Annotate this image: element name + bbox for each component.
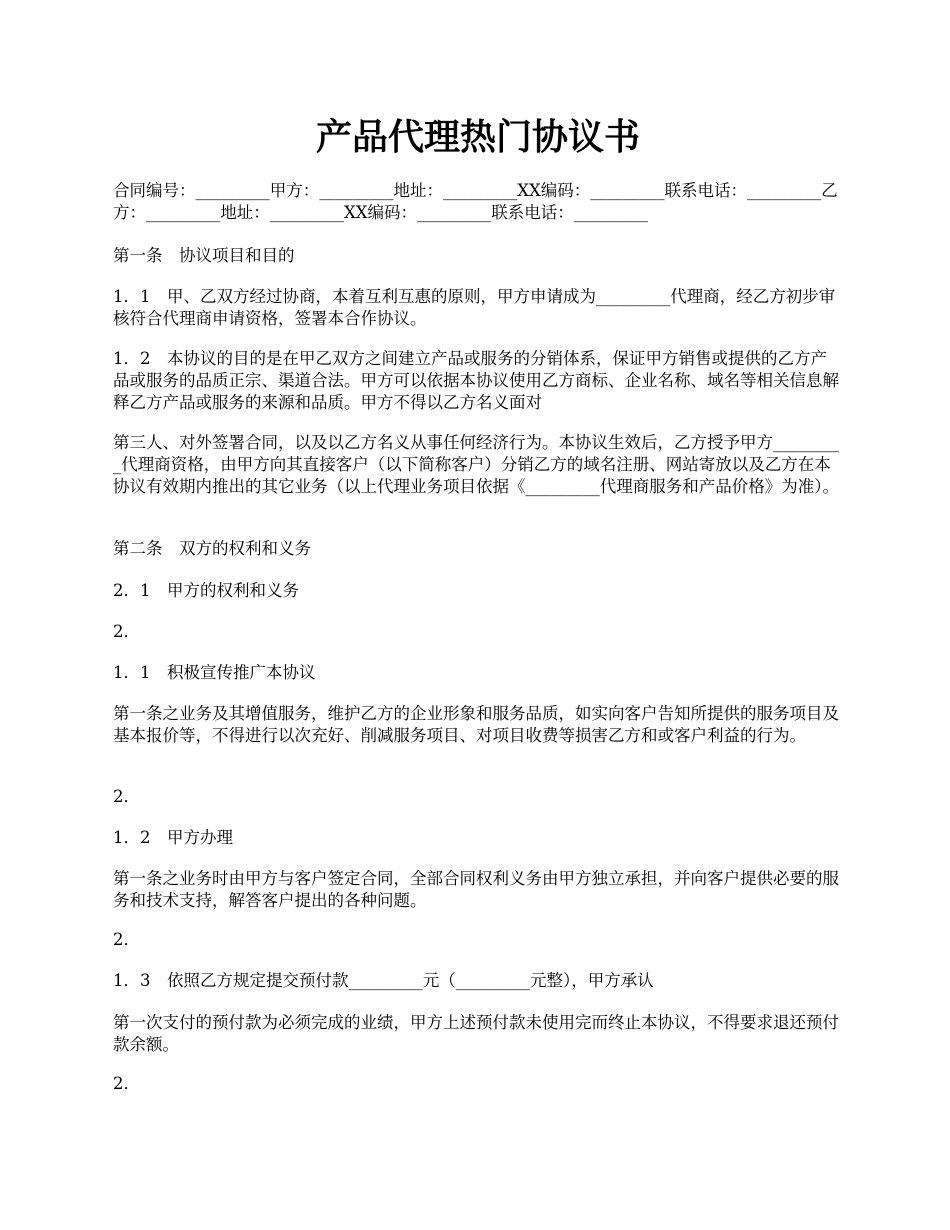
clause-1-2-continued: 第三人、对外签署合同，以及以乙方名义从事任何经济行为。本协议生效后，乙方授予甲方_________代理商资格，由甲方向其直接客户（以下简称客户）分销乙方的域名注册、网站寄放以及乙方在本协议有效期内推出的其它业务（以上代理业务项目依据《_________代理商服务和产品价格》为准）。 [113, 433, 839, 496]
prepayment-paragraph: 第一次支付的预付款为必须完成的业绩，甲方上述预付款未使用完而终止本协议，不得要求退还预付款余额。 [113, 1013, 839, 1054]
article-2-heading: 第二条 双方的权利和义务 [113, 539, 311, 558]
clause-1-3-prepayment: 1．3 依照乙方规定提交预付款_________元（_________元整），甲方承认 [113, 971, 654, 990]
clause-1-1: 1．1 甲、乙双方经过协商，本着互利互惠的原则，甲方申请成为_________代理商，经乙方初步审核符合代理商申请资格，签署本合作协议。 [113, 287, 836, 328]
document-title: 产品代理热门协议书 [315, 116, 640, 158]
clause-number-fragment: 2． [113, 1074, 140, 1093]
clause-1-1-promotion: 1．1 积极宣传推广本协议 [113, 663, 316, 682]
contract-header-fields: 合同编号：_________甲方：_________地址：_________XX编码：_________联系电话：_________乙方：_________地址：_________XX编码：_________联系电话：_________ [113, 181, 838, 222]
clause-number-fragment: 2． [113, 787, 140, 806]
clause-number-fragment: 2． [113, 930, 140, 949]
clause-number-fragment: 2． [113, 622, 140, 641]
article-1-heading: 第一条 协议项目和目的 [113, 246, 295, 265]
clause-1-2: 1．2 本协议的目的是在甲乙双方之间建立产品或服务的分销体系，保证甲方销售或提供的乙方产品或服务的品质正宗、渠道合法。甲方可以依据本协议使用乙方商标、企业名称、域名等相关信息解释乙方产品或服务的来源和品质。甲方不得以乙方名义面对 [113, 349, 839, 412]
handling-paragraph: 第一条之业务时由甲方与客户签定合同，全部合同权利义务由甲方独立承担，并向客户提供必要的服务和技术支持，解答客户提出的各种问题。 [113, 869, 839, 910]
promotion-paragraph: 第一条之业务及其增值服务，维护乙方的企业形象和服务品质，如实向客户告知所提供的服务项目及基本报价等，不得进行以次充好、削减服务项目、对项目收费等损害乙方和或客户利益的行为。 [113, 704, 839, 745]
clause-2-1: 2．1 甲方的权利和义务 [113, 581, 299, 600]
clause-1-2-handling: 1．2 甲方办理 [113, 828, 233, 847]
